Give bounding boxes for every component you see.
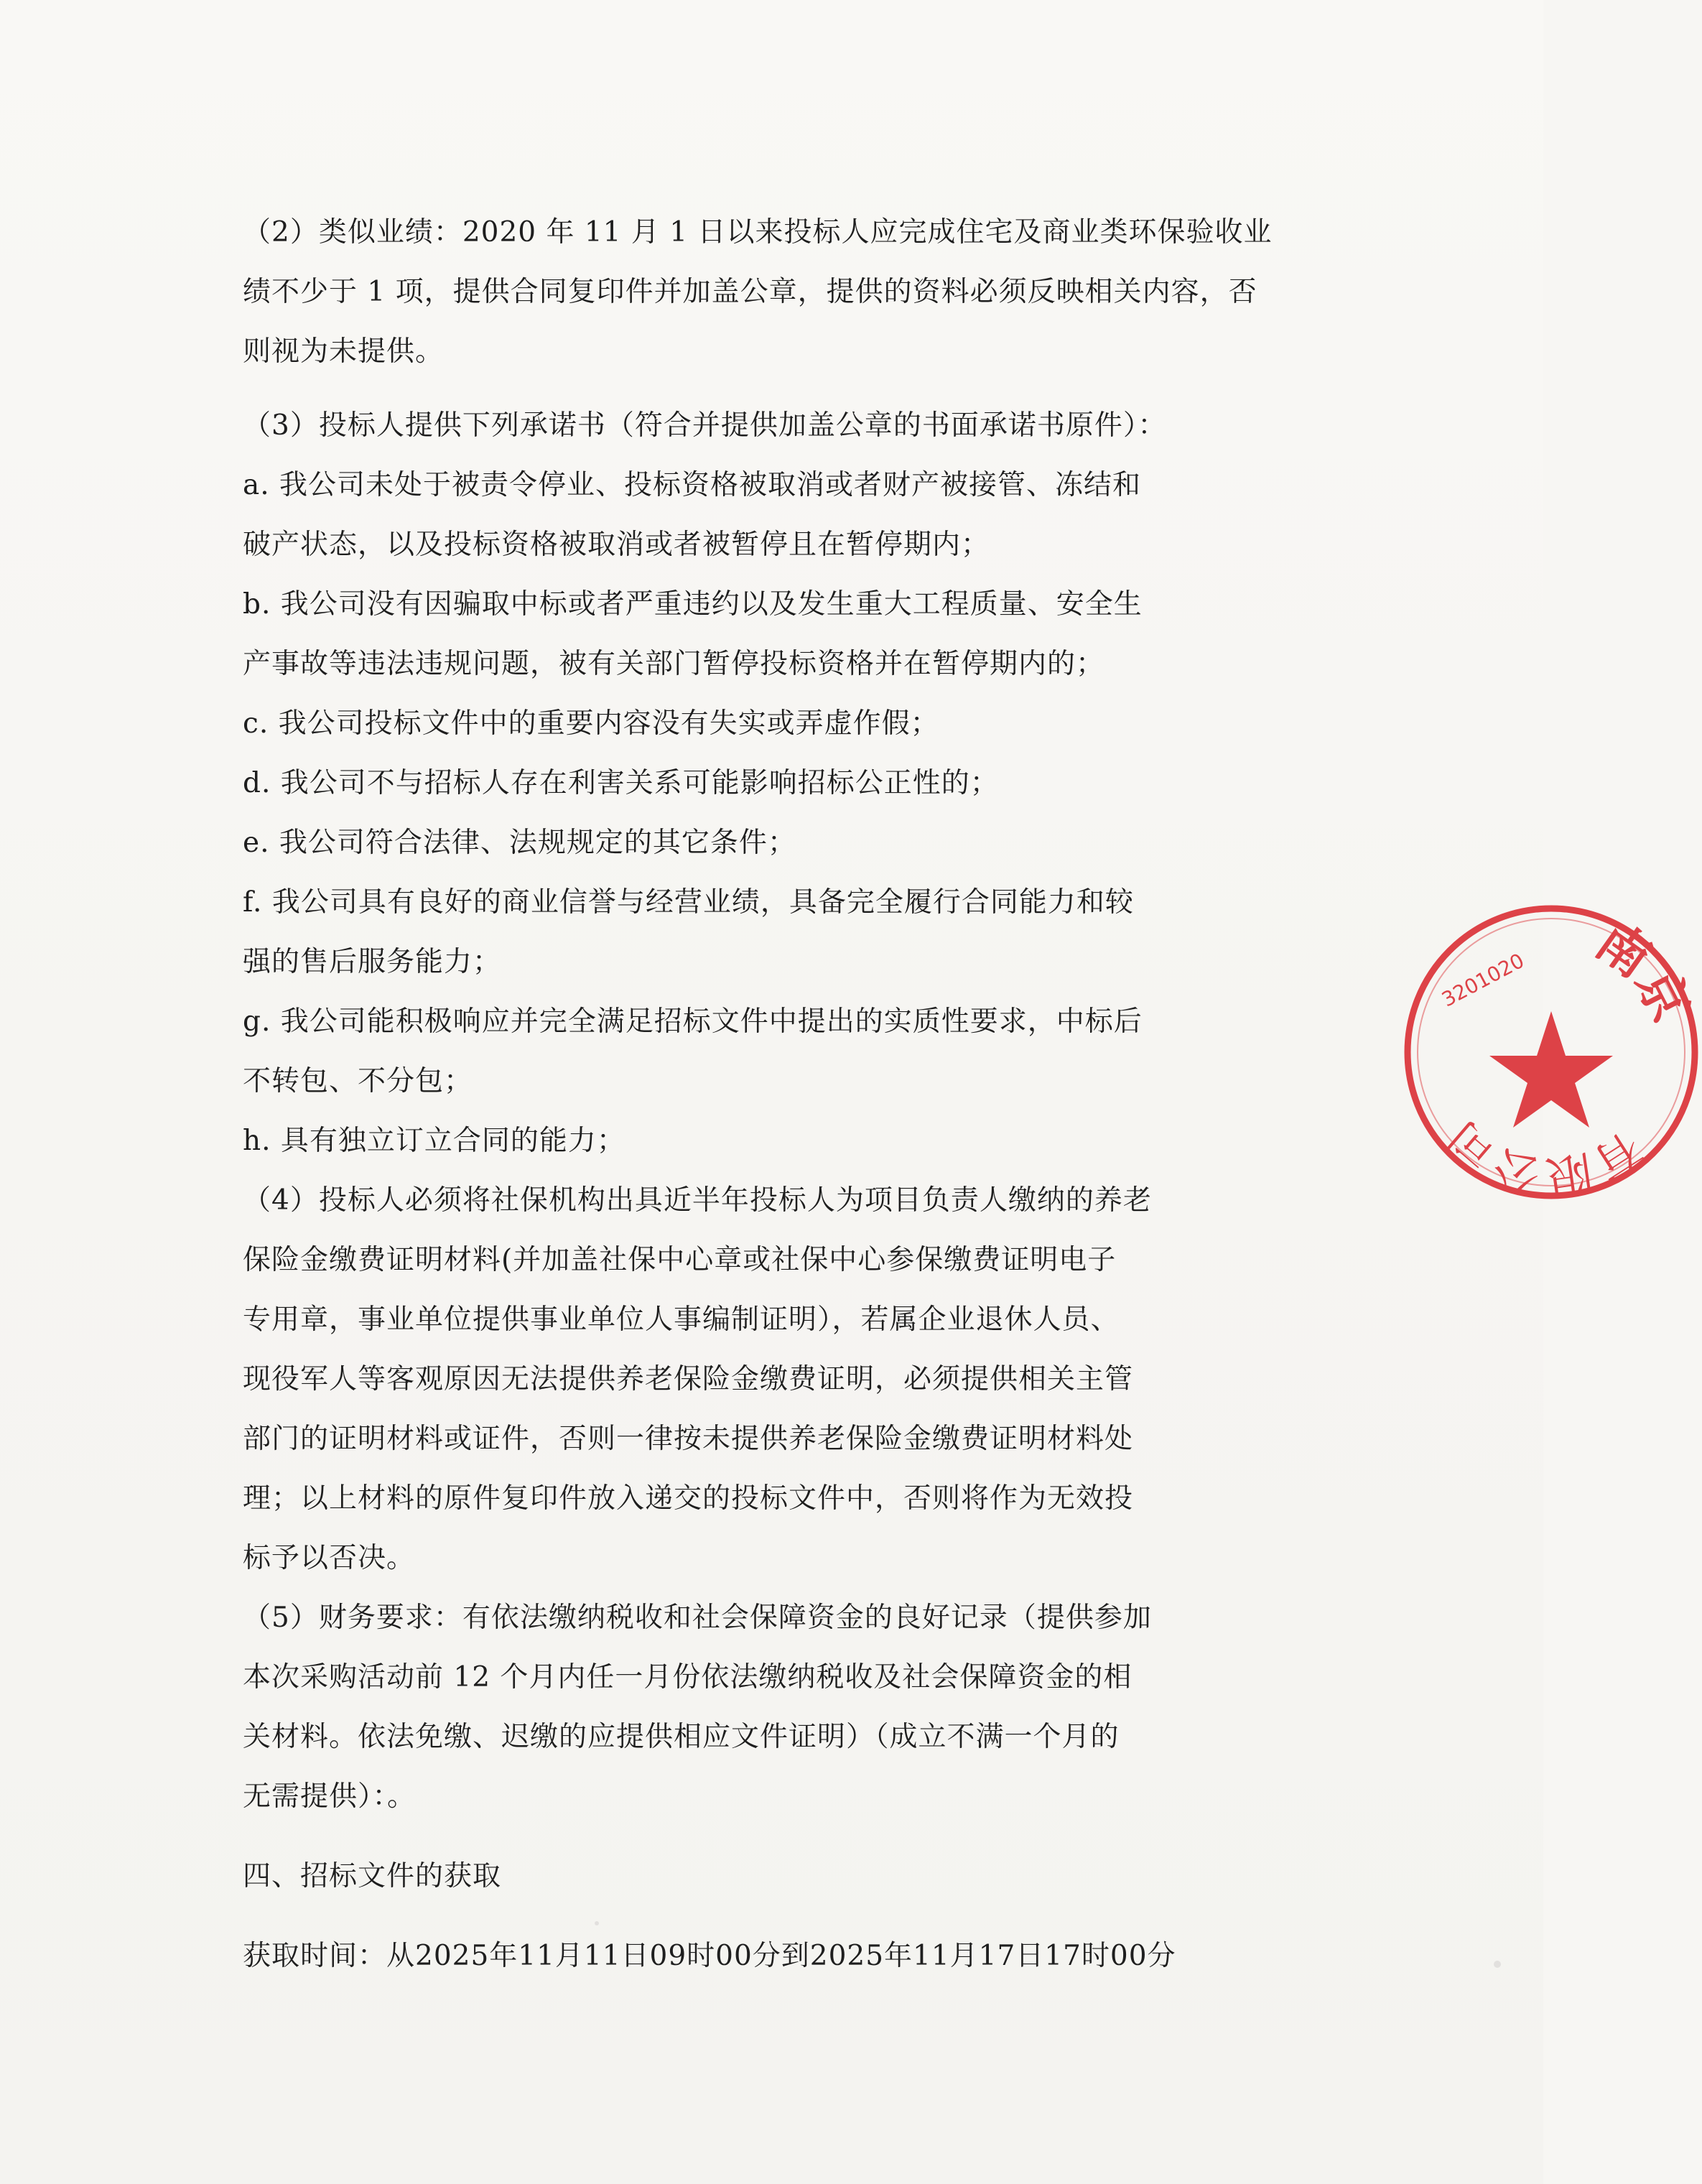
text-line: 现役军人等客观原因无法提供养老保险金缴费证明，必须提供相关主管 (243, 1363, 1134, 1395)
text-line: f. 我公司具有良好的商业信誉与经营业绩，具备完全履行合同能力和较 (243, 886, 1134, 919)
text-line: 部门的证明材料或证件，否则一律按未提供养老保险金缴费证明材料处 (243, 1423, 1134, 1455)
seal-star-icon (1489, 1011, 1613, 1128)
text-line: 绩不少于 1 项，提供合同复印件并加盖公章，提供的资料必须反映相关内容，否 (243, 276, 1257, 308)
text-line: （3）投标人提供下列承诺书（符合并提供加盖公章的书面承诺书原件）： (243, 409, 1167, 442)
text-line: 破产状态，以及投标资格被取消或者被暂停且在暂停期内； (243, 529, 990, 561)
svg-text:有限公司 (1436, 1110, 1651, 1203)
text-line: 无需提供）：。 (243, 1780, 417, 1813)
text-line: 则视为未提供。 (243, 335, 445, 368)
seal-top-text: 南京 (1585, 910, 1702, 1032)
text-line: （4）投标人必须将社保机构出具近半年投标人为项目负责人缴纳的养老 (243, 1184, 1152, 1217)
text-line: 不转包、不分包； (243, 1065, 473, 1097)
company-seal (1400, 901, 1702, 1203)
text-line: （2）类似业绩：2020 年 11 月 1 日以来投标人应完成住宅及商业类环保验收业 (243, 216, 1273, 248)
document-body (243, 203, 1327, 1986)
text-line: a. 我公司未处于被责令停业、投标资格被取消或者财产被接管、冻结和 (243, 469, 1142, 501)
text-line: b. 我公司没有因骗取中标或者严重违约以及发生重大工程质量、安全生 (243, 588, 1143, 621)
text-line: 本次采购活动前 12 个月内任一月份依法缴纳税收及社会保障资金的相 (243, 1661, 1133, 1693)
seal-icon (1400, 901, 1702, 1203)
text-line: 产事故等违法违规问题，被有关部门暂停投标资格并在暂停期内的； (243, 648, 1105, 680)
text-line: 标予以否决。 (243, 1542, 416, 1574)
text-line: 获取时间：从2025年11月11日09时00分到2025年11月17日17时00分 (243, 1940, 1176, 1972)
text-line: （5）财务要求：有依法缴纳税收和社会保障资金的良好记录（提供参加 (243, 1602, 1152, 1634)
seal-code-text: 3201020 (1438, 948, 1528, 1012)
text-line: 关材料。依法免缴、迟缴的应提供相应文件证明）（成立不满一个月的 (243, 1721, 1120, 1753)
scan-speck (595, 1921, 599, 1925)
text-line: d. 我公司不与招标人存在利害关系可能影响招标公正性的； (243, 767, 999, 799)
text-line: 理；以上材料的原件复印件放入递交的投标文件中，否则将作为无效投 (243, 1482, 1134, 1515)
text-line: h. 具有独立订立合同的能力； (243, 1125, 626, 1157)
scan-speck (1494, 1961, 1501, 1968)
seal-bottom-text: 有限公司 (1436, 1110, 1652, 1203)
svg-text:3201020 (1438, 949, 1528, 1012)
text-line: 强的售后服务能力； (243, 946, 502, 978)
text-line: e. 我公司符合法律、法规规定的其它条件； (243, 827, 796, 859)
section-heading: 四、招标文件的获取 (243, 1860, 502, 1892)
text-line: 保险金缴费证明材料(并加盖社保中心章或社保中心参保缴费证明电子 (243, 1244, 1117, 1276)
text-line: g. 我公司能积极响应并完全满足招标文件中提出的实质性要求，中标后 (243, 1005, 1143, 1038)
text-line: c. 我公司投标文件中的重要内容没有失实或弄虚作假； (243, 707, 939, 740)
text-line: 专用章，事业单位提供事业单位人事编制证明），若属企业退休人员、 (243, 1304, 1120, 1336)
